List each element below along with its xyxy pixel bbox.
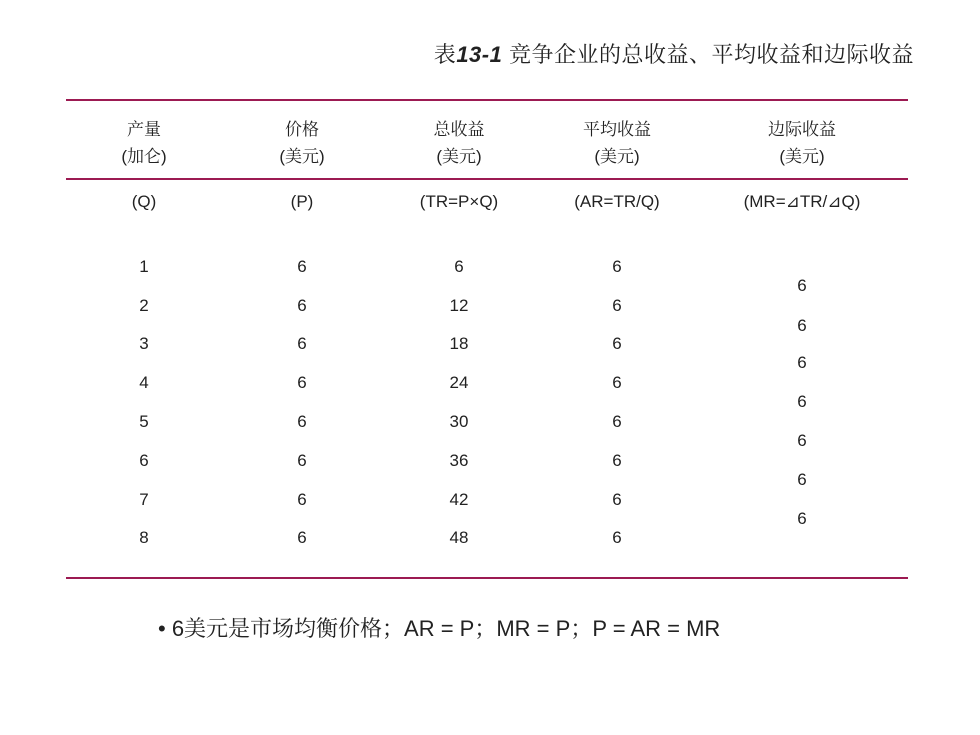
cell-price: 6	[297, 528, 307, 547]
column-name: 价格	[285, 120, 319, 139]
cell-total-revenue: 48	[449, 528, 469, 547]
cell-quantity: 4	[139, 373, 149, 392]
cell-average-revenue: 6	[612, 412, 622, 431]
column-header-price	[222, 116, 382, 170]
cell-marginal-revenue: 6	[797, 431, 807, 450]
column-header-marginal-revenue	[722, 116, 882, 170]
column-name: 产量	[127, 120, 161, 139]
cell-total-revenue: 30	[449, 412, 469, 431]
cell-price: 6	[297, 490, 307, 509]
cell-average-revenue: 6	[612, 257, 622, 276]
column-unit: (美元)	[279, 147, 325, 166]
column-symbol-price: (P)	[290, 192, 314, 211]
cell-quantity: 2	[139, 296, 149, 315]
bottom-rule	[66, 577, 908, 579]
cell-average-revenue: 6	[612, 296, 622, 315]
table-number: 13-1	[456, 42, 503, 67]
cell-quantity: 8	[139, 528, 149, 547]
cell-total-revenue: 12	[449, 296, 469, 315]
cell-price: 6	[297, 296, 307, 315]
column-unit: (美元)	[436, 147, 482, 166]
cell-marginal-revenue: 6	[797, 316, 807, 335]
cell-quantity: 1	[139, 257, 149, 276]
cell-average-revenue: 6	[612, 528, 622, 547]
cell-marginal-revenue: 6	[797, 392, 807, 411]
cell-average-revenue: 6	[612, 490, 622, 509]
cell-average-revenue: 6	[612, 451, 622, 470]
column-unit: (美元)	[594, 147, 640, 166]
column-name: 边际收益	[768, 120, 836, 139]
cell-total-revenue: 18	[449, 334, 469, 353]
cell-marginal-revenue: 6	[797, 353, 807, 372]
column-unit: (加仑)	[121, 147, 167, 166]
cell-quantity: 6	[139, 451, 149, 470]
cell-marginal-revenue: 6	[797, 470, 807, 489]
cell-quantity: 7	[139, 490, 149, 509]
column-name: 平均收益	[583, 120, 651, 139]
top-rule	[66, 99, 908, 101]
header-rule	[66, 178, 908, 180]
table-title	[434, 38, 914, 69]
cell-price: 6	[297, 451, 307, 470]
cell-quantity: 5	[139, 412, 149, 431]
column-header-total-revenue	[379, 116, 539, 170]
column-symbol-average-revenue: (AR=TR/Q)	[574, 192, 660, 211]
cell-price: 6	[297, 373, 307, 392]
cell-price: 6	[297, 334, 307, 353]
column-unit: (美元)	[779, 147, 825, 166]
column-header-average-revenue	[537, 116, 697, 170]
table-title-prefix: 表	[433, 42, 457, 67]
cell-price: 6	[297, 257, 307, 276]
cell-total-revenue: 36	[449, 451, 469, 470]
cell-total-revenue: 42	[449, 490, 469, 509]
cell-average-revenue: 6	[612, 334, 622, 353]
footnote: • 6美元是市场均衡价格；AR = P；MR = P；P = AR = MR	[158, 616, 721, 641]
column-name: 总收益	[433, 120, 485, 139]
cell-quantity: 3	[139, 334, 149, 353]
column-symbol-total-revenue: (TR=P×Q)	[419, 192, 499, 211]
cell-total-revenue: 24	[449, 373, 469, 392]
cell-average-revenue: 6	[612, 373, 622, 392]
column-header-quantity	[64, 116, 224, 170]
cell-total-revenue: 6	[454, 257, 464, 276]
cell-price: 6	[297, 412, 307, 431]
column-symbol-quantity: (Q)	[131, 192, 157, 211]
table-title-text: 竞争企业的总收益、平均收益和边际收益	[508, 42, 914, 67]
column-symbol-marginal-revenue: (MR=⊿TR/⊿Q)	[743, 192, 861, 211]
cell-marginal-revenue: 6	[797, 276, 807, 295]
cell-marginal-revenue: 6	[797, 509, 807, 528]
